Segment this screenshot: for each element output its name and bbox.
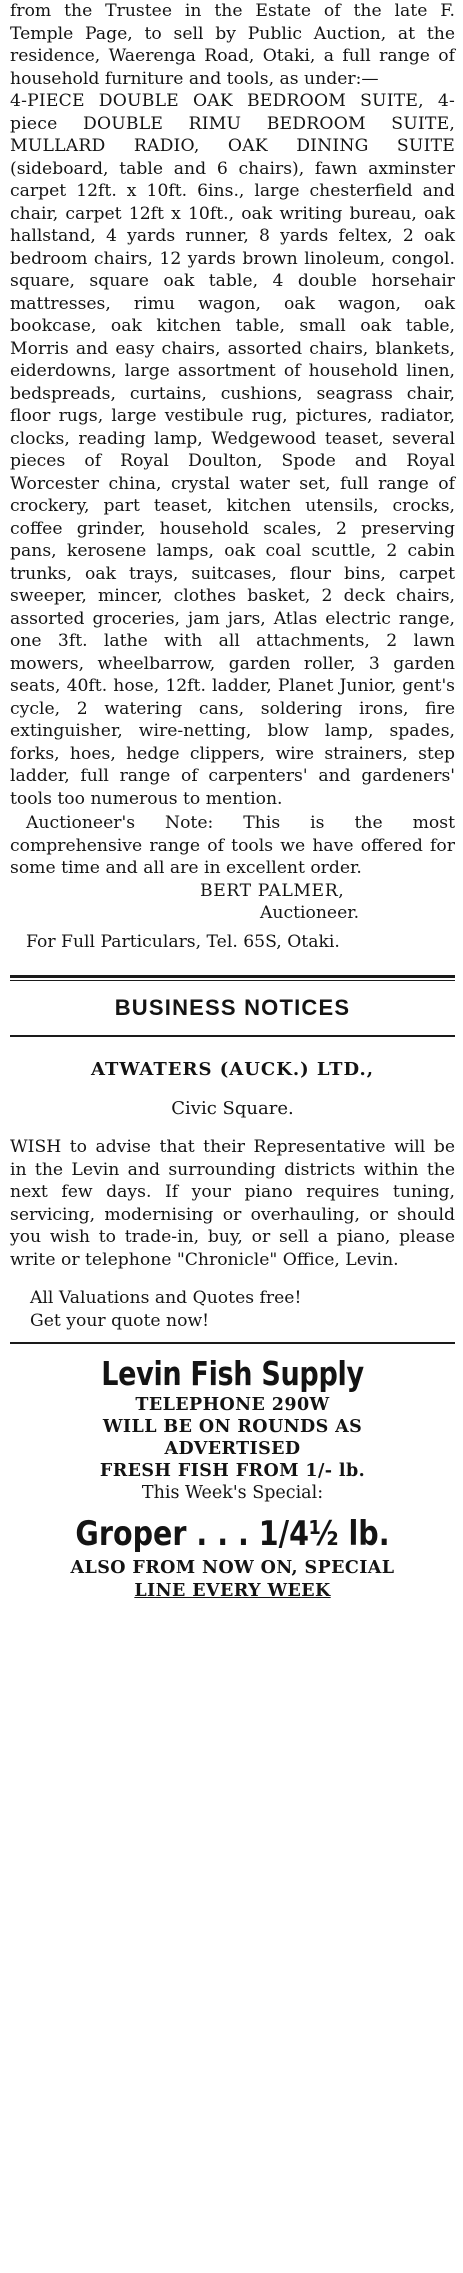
heading-divider	[10, 1035, 455, 1037]
fish-special-label: This Week's Special:	[141, 1483, 324, 1503]
auction-goods-headline: 4-PIECE DOUBLE OAK BEDROOM SUITE, 4-piece DOUBLE RIMU BEDROOM SUITE, MULLARD RADIO, OAK DINING SUITE	[10, 91, 455, 156]
fish-supply-ad	[10, 1354, 455, 1602]
business-notices-heading: BUSINESS NOTICES	[114, 995, 351, 1020]
auction-lead: from the Trustee in the Estate of the late F. Temple Page, to sell by Public Auction, at the residence, Waerenga Road, Otaki, a full range of household furniture and tools, as under:—	[10, 1, 455, 89]
atwaters-location: Civic Square.	[171, 1097, 294, 1119]
fish-supply-name: Levin Fish Supply	[101, 1354, 364, 1393]
fish-rounds-line1: WILL BE ON ROUNDS AS	[102, 1417, 363, 1437]
fish-special-item: Groper . . . 1/4½ lb.	[75, 1514, 390, 1554]
fish-fresh-price: FRESH FISH FROM 1/- lb.	[99, 1461, 366, 1481]
fish-also-line: ALSO FROM NOW ON, SPECIAL	[70, 1558, 395, 1578]
fish-rounds-line2: ADVERTISED	[164, 1439, 301, 1459]
auction-notice	[10, 0, 455, 953]
auction-goods-list	[10, 90, 455, 810]
fish-telephone: TELEPHONE 290W	[135, 1395, 330, 1415]
section-divider	[10, 975, 455, 981]
atwaters-quote: Get your quote now!	[30, 1310, 210, 1331]
auctioneer-note: Auctioneer's Note: This is the most comprehensive range of tools we have offered for some time and all are in excellent order.	[10, 813, 455, 878]
atwaters-body: WISH to advise that their Representative will be in the Levin and surrounding districts within the next few days. If your piano requires tuning, servicing, modernising or overhauling, or should you wish to trade-in, buy, or sell a piano, please write or telephone "Chronicle" Office, Levin.	[10, 1137, 455, 1270]
auctioneer-title: Auctioneer.	[260, 903, 360, 923]
auctioneer-name: BERT PALMER,	[200, 880, 345, 901]
atwaters-company-name: ATWATERS (AUCK.) LTD.,	[90, 1059, 375, 1080]
atwaters-notice	[10, 1059, 455, 1332]
auction-contact: For Full Particulars, Tel. 65S, Otaki.	[26, 931, 340, 952]
fish-weekly-line: LINE EVERY WEEK	[134, 1581, 331, 1601]
atwaters-valuations: All Valuations and Quotes free!	[30, 1288, 302, 1308]
auction-goods-items: (sideboard, table and 6 chairs), fawn axminster carpet 12ft. x 10ft. 6ins., large chesterfield and chair, carpet 12ft x 10ft., oak writing bureau, oak hallstand, 4 yards runner, 8 yards feltex, 2 oak bedroom chairs, 12 yards brown linoleum, congol. square, square oak table, 4 double horsehair mattresses, rimu wagon, oak wagon, oak bookcase, oak kitchen table, small oak table, Morris and easy chairs, assorted chairs, blankets, eiderdowns, large assortment of household linen, bedspreads, curtains, cushions, seagrass chair, floor rugs, large vestibule rug, pictures, radiator, clocks, reading lamp, Wedgewood teaset, several pieces of Royal Doulton, Spode and Royal Worcester china, crystal water set, full range of crockery, part teaset, kitchen utensils, crocks, coffee grinder, household scales, 2 preserving pans, kerosene lamps, oak coal scuttle, 2 cabin trunks, oak trays, suitcases, flour bins, carpet sweeper, mincer, clothes basket, 2 deck chairs, assorted groceries, jam jars, Atlas electric range, one 3ft. lathe with all attachments, 2 lawn mowers, wheelbarrow, garden roller, 3 garden seats, 40ft. hose, 12ft. ladder, Planet Junior, gent's cycle, 2 watering cans, soldering irons, fire extinguisher, wire-netting, blow lamp, spades, forks, hoes, hedge clippers, wire strainers, step ladder, full range of carpenters' and gardeners' tools too numerous to mention.	[10, 158, 455, 809]
notice-divider	[10, 1342, 455, 1344]
